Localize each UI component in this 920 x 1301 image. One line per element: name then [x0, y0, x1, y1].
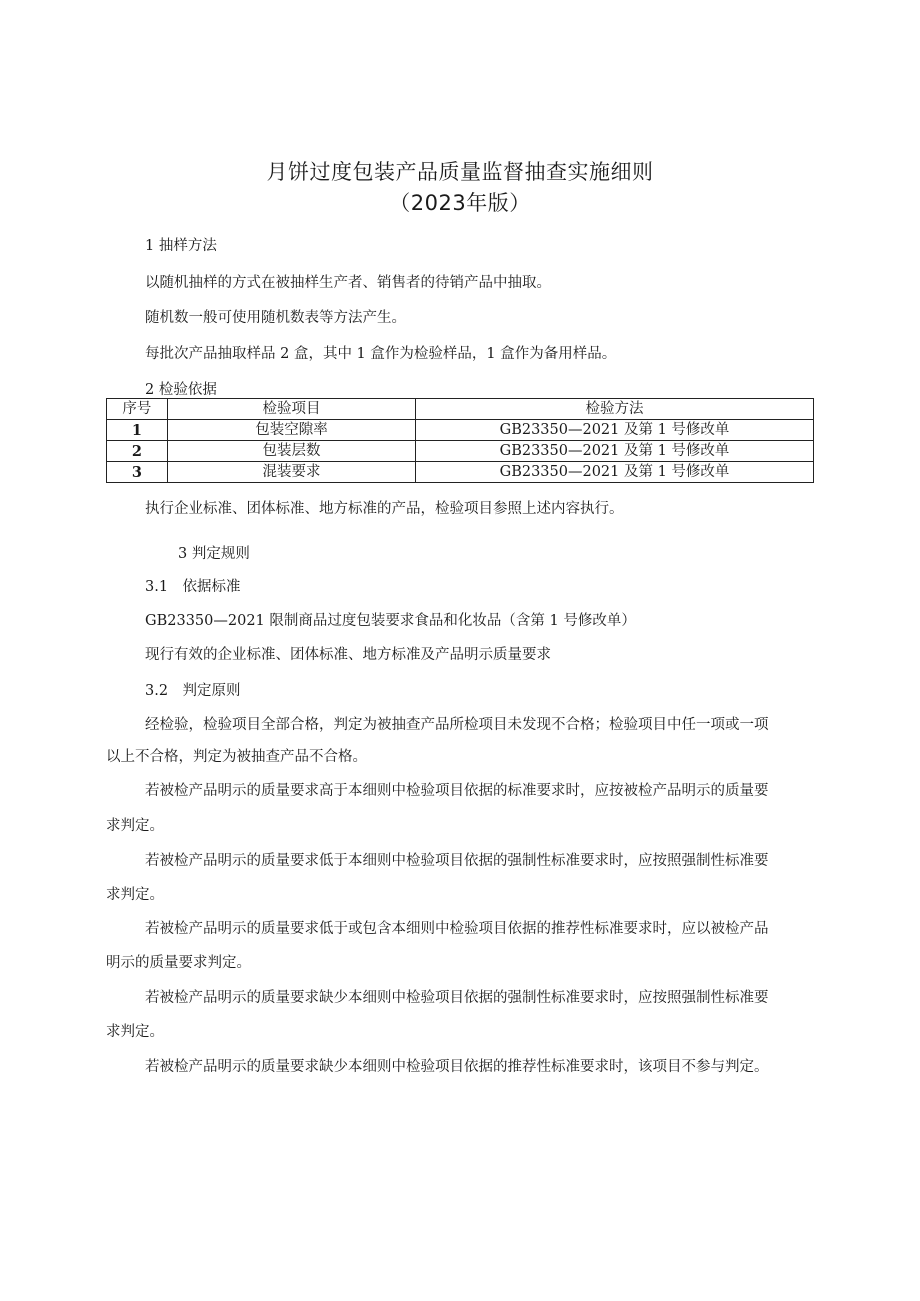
rule-5-line-1: 若被检产品明示的质量要求缺少本细则中检验项目依据的强制性标准要求时，应按照强制性标准要: [145, 990, 769, 1006]
table-row: [107, 462, 814, 483]
table-row: [107, 441, 814, 462]
document-title: 月饼过度包装产品质量监督抽查实施细则: [266, 160, 654, 184]
table-row: [107, 420, 814, 441]
sampling-paragraph-2: 随机数一般可使用随机数表等方法产生。: [145, 310, 406, 326]
section-3-2-heading: 3.2 判定原则: [145, 683, 241, 699]
row-item: 包装空隙率: [167, 420, 415, 441]
rule-3-line-2: 求判定。: [106, 887, 164, 903]
document-edition: （2023年版）: [389, 191, 531, 215]
section-1-heading: 1 抽样方法: [145, 238, 217, 254]
standard-reference: GB23350—2021 限制商品过度包装要求食品和化妆品（含第 1 号修改单）: [145, 613, 636, 629]
rule-1-line-1: 经检验，检验项目全部合格，判定为被抽查产品所检项目未发现不合格；检验项目中任一项或一项: [145, 717, 769, 733]
standard-other: 现行有效的企业标准、团体标准、地方标准及产品明示质量要求: [145, 647, 551, 663]
section-2-heading: 2 检验依据: [145, 382, 217, 398]
row-method: GB23350—2021 及第 1 号修改单: [416, 420, 814, 441]
rule-2-line-1: 若被检产品明示的质量要求高于本细则中检验项目依据的标准要求时，应按被检产品明示的质量要: [145, 783, 769, 799]
rule-1-line-2: 以上不合格，判定为被抽查产品不合格。: [106, 749, 367, 765]
inspection-table: [106, 398, 814, 483]
table-header-row: [107, 399, 814, 420]
rule-4-line-2: 明示的质量要求判定。: [106, 955, 251, 971]
header-cell: 检验方法: [416, 399, 814, 420]
row-item: 包装层数: [167, 441, 415, 462]
header-cell: 序号: [107, 399, 168, 420]
row-number: 1: [107, 420, 168, 441]
row-number: 2: [107, 441, 168, 462]
rule-3-line-1: 若被检产品明示的质量要求低于本细则中检验项目依据的强制性标准要求时，应按照强制性标准要: [145, 853, 769, 869]
rule-6: 若被检产品明示的质量要求缺少本细则中检验项目依据的推荐性标准要求时，该项目不参与判定。: [145, 1059, 769, 1075]
section-3-heading: 3 判定规则: [178, 546, 250, 562]
row-number: 3: [107, 462, 168, 483]
rule-5-line-2: 求判定。: [106, 1024, 164, 1040]
table-note: 执行企业标准、团体标准、地方标准的产品，检验项目参照上述内容执行。: [145, 501, 624, 517]
rule-2-line-2: 求判定。: [106, 818, 164, 834]
rule-4-line-1: 若被检产品明示的质量要求低于或包含本细则中检验项目依据的推荐性标准要求时，应以被检产品: [145, 921, 769, 937]
header-cell: 检验项目: [167, 399, 415, 420]
row-method: GB23350—2021 及第 1 号修改单: [416, 441, 814, 462]
sampling-paragraph-3: 每批次产品抽取样品 2 盒，其中 1 盒作为检验样品，1 盒作为备用样品。: [145, 346, 617, 362]
sampling-paragraph-1: 以随机抽样的方式在被抽样生产者、销售者的待销产品中抽取。: [145, 275, 551, 291]
row-method: GB23350—2021 及第 1 号修改单: [416, 462, 814, 483]
row-item: 混装要求: [167, 462, 415, 483]
section-3-1-heading: 3.1 依据标准: [145, 579, 241, 595]
